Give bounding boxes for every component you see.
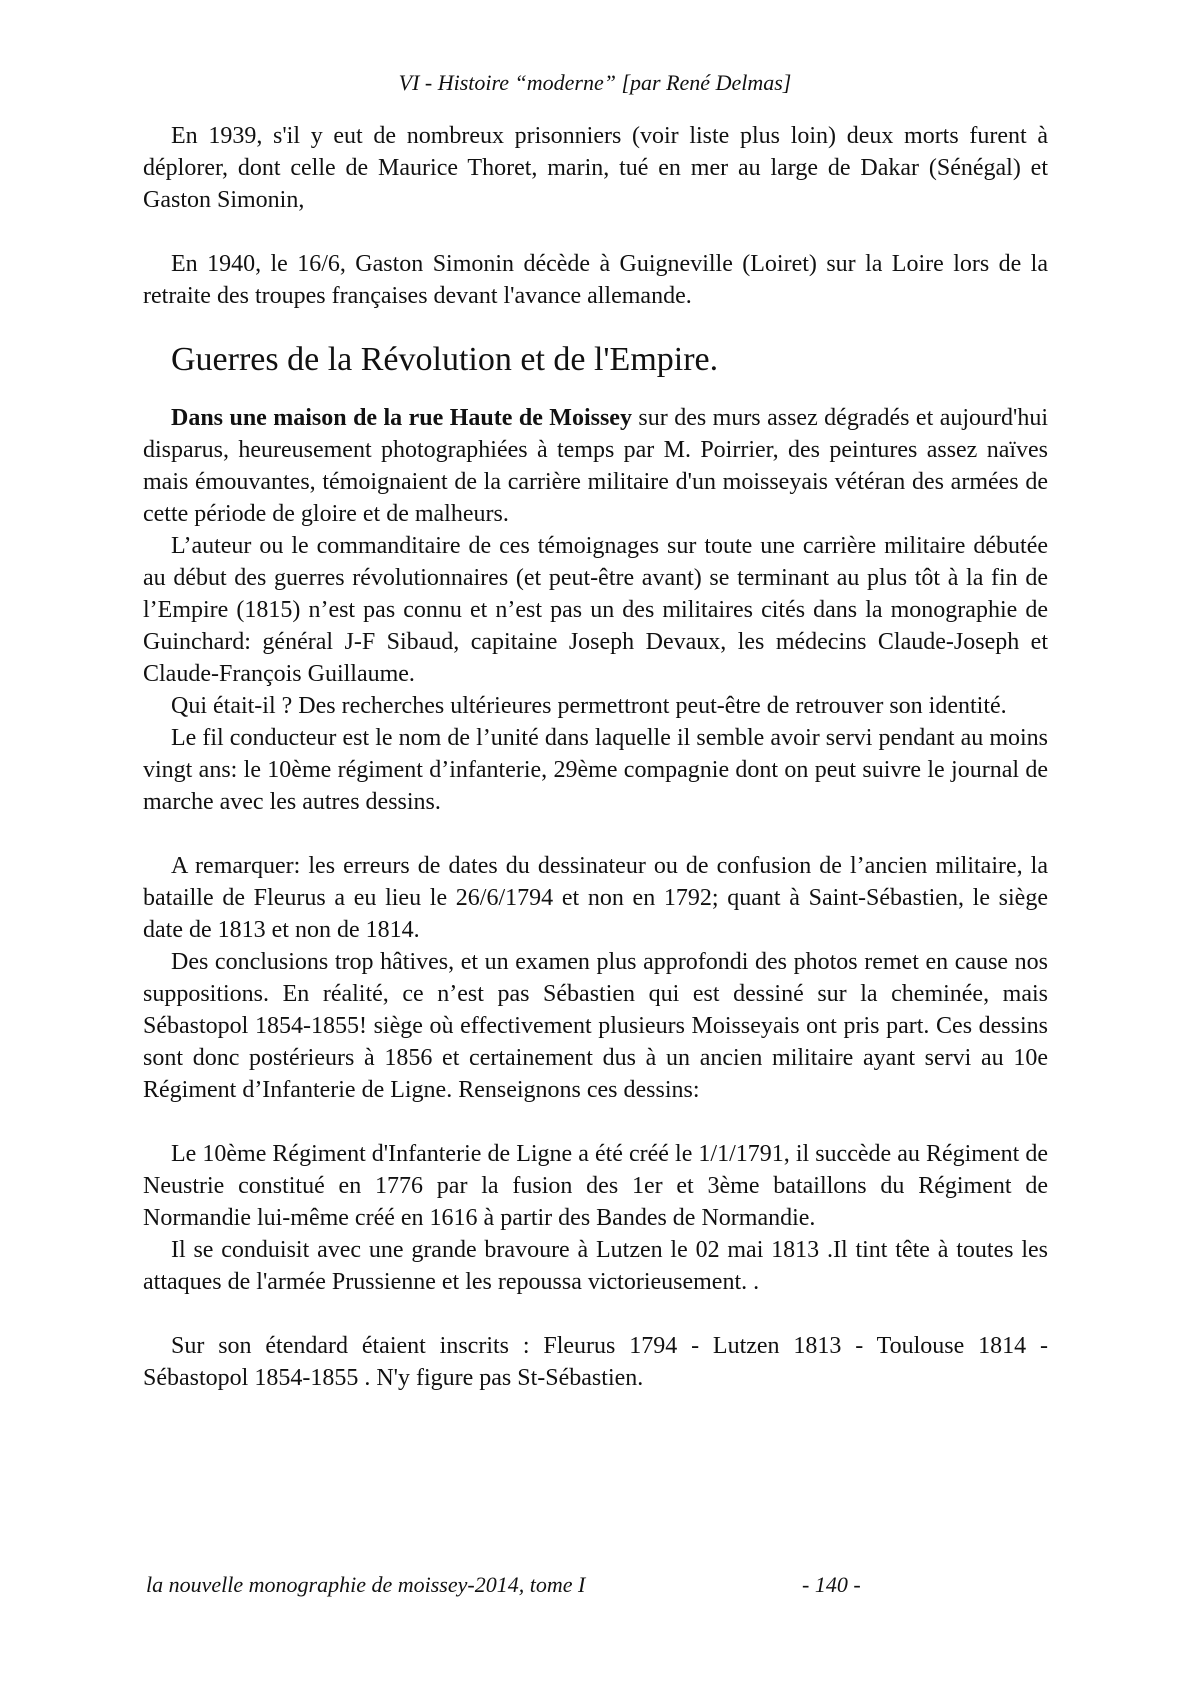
section-heading: Guerres de la Révolution et de l'Empire. (171, 341, 719, 378)
paragraph-1940: En 1940, le 16/6, Gaston Simonin décède à Guigneville (Loiret) sur la Loire lors de la retraite des troupes françaises devant l'avance allemande. (143, 251, 1048, 309)
paragraph-a-remarquer: A remarquer: les erreurs de dates du dessinateur ou de confusion de l’ancien militaire, la bataille de Fleurus a eu lieu le 26/6/1794 et non en 1792; quant à Saint-Sébastien, le siège date de 1813 et non de 1814. (143, 853, 1048, 943)
running-header: VI - Histoire “moderne” [par René Delmas] (398, 70, 792, 95)
bold-lead-text: Dans une maison de la rue Haute de Moissey (171, 405, 632, 431)
page-footer (146, 1570, 1046, 1600)
body-text (143, 120, 1048, 1394)
page-number: - 140 - (802, 1572, 861, 1597)
paragraph-maison-text: sur des murs assez dégradés et aujourd'hui disparus, heureusement photographiées à temps par M. Poirrier, des peintures assez naïves mais émouvantes, témoignaient de la carrière militaire d'un moisseyais vétéran des armées de cette période de gloire et de malheurs. (143, 405, 1049, 527)
paragraph-lutzen: Il se conduisit avec une grande bravoure à Lutzen le 02 mai 1813 .Il tint tête à toutes les attaques de l'armée Prussienne et les repoussa victorieusement. . (143, 1237, 1048, 1295)
paragraph-qui-etait-il: Qui était-il ? Des recherches ultérieures permettront peut-être de retrouver son identité. (171, 693, 1007, 719)
paragraph-conclusions: Des conclusions trop hâtives, et un examen plus approfondi des photos remet en cause nos suppositions. En réalité, ce n’est pas Sébastien qui est dessiné sur la cheminée, mais Sébastopol 1854-1855! siège où effectivement plusieurs Moisseyais ont pris part. Ces dessins sont donc postérieurs à 1856 et certainement dus à un ancien militaire ayant servi au 10e Régiment d’Infanterie de Ligne. Renseignons ces dessins: (143, 949, 1048, 1103)
paragraph-auteur: L’auteur ou le commanditaire de ces témoignages sur toute une carrière militaire débutée au début des guerres révolutionnaires (et peut-être avant) se terminant au plus tôt à la fin de l’Empire (1815) n’est pas connu et n’est pas un des militaires cités dans la monographie de Guinchard: général J-F Sibaud, capitaine Joseph Devaux, les médecins Claude-Joseph et Claude-François Guillaume. (143, 533, 1048, 687)
paragraph-maison (143, 402, 1048, 530)
paragraph-10e-regiment: Le 10ème Régiment d'Infanterie de Ligne a été créé le 1/1/1791, il succède au Régiment de Neustrie constitué en 1776 par la fusion des 1er et 3ème bataillons du Régiment de Normandie lui-même créé en 1616 à partir des Bandes de Normandie. (143, 1141, 1048, 1231)
paragraph-etendard: Sur son étendard étaient inscrits : Fleurus 1794 - Lutzen 1813 - Toulouse 1814 - Sébastopol 1854-1855 . N'y figure pas St-Sébastien. (143, 1333, 1048, 1391)
paragraph-1939: En 1939, s'il y eut de nombreux prisonniers (voir liste plus loin) deux morts furent à déplorer, dont celle de Maurice Thoret, marin, tué en mer au large de Dakar (Sénégal) et Gaston Simonin, (143, 123, 1048, 213)
footer-title: la nouvelle monographie de moissey-2014, tome I (146, 1572, 586, 1597)
paragraph-fil-conducteur: Le fil conducteur est le nom de l’unité dans laquelle il semble avoir servi pendant au moins vingt ans: le 10ème régiment d’infanterie, 29ème compagnie dont on peut suivre le journal de marche avec les autres dessins. (143, 725, 1048, 815)
